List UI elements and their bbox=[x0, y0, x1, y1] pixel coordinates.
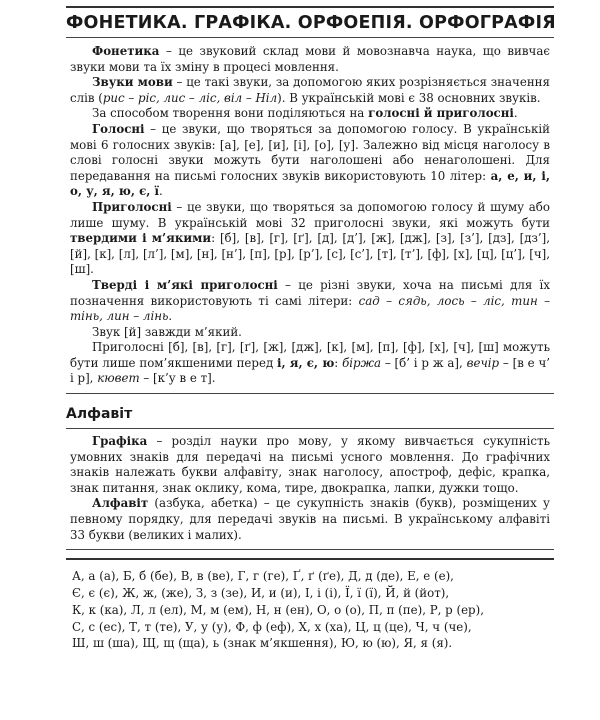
graphics-definition: Графіка – розділ науки про мову, у якому вивчається сукупність умовних знаків для передачі на письмі усного мовлення. До графічних знаків належать букви алфавіту, знак наголосу, апостроф, дефіс, крапка, знак питання, знак оклику, кома, тире, двокрапка, лапки, дужки тощо. bbox=[70, 434, 550, 495]
hard-soft-consonants: Тверді і м’які приголосні – це різні звуки, хоча на письмі для їх позначення використовують ті самі літери: сад – сядь, лось – ліс, тин – тінь, лин – лінь. bbox=[70, 277, 550, 324]
alphabet-line: А, а (а), Б, б (бе), В, в (ве), Г, г (ге), Ґ, ґ (ґе), Д, д (де), Е, е (е), bbox=[72, 569, 454, 584]
vowels-definition: Голосні – це звуки, що творяться за допомогою голосу. В українській мові 6 голосних звуків: [а], [е], [и], [і], [о], [у]. Залежно від місця наголосу в слові голосні звуки можуть бути наголошені або ненаголошені. Для передавання на письмі голосних звуків використовують 10 літер: а, е, и, і, о, у, я, ю, є, ї. bbox=[70, 121, 550, 199]
alphabet-line: Є, є (є), Ж, ж, (же), З, з (зе), И, и (и), І, і (і), Ї, ї (ї), Й, й (йот), bbox=[72, 586, 450, 601]
alphabet-definition: Алфавіт (азбука, абетка) – це сукупність знаків (букв), розміщених у певному порядку, для передачі звуків на письмі. В українському алфавіті 33 букви (великих і малих). bbox=[70, 496, 550, 542]
soft-y-note: Звук [й] завжди м’який. bbox=[92, 324, 242, 339]
title-top-rule bbox=[66, 6, 554, 8]
sound-classification: За способом творення вони поділяються на голосні й приголосні. bbox=[92, 106, 518, 121]
alphabet-list-box bbox=[66, 558, 554, 652]
graphics-box bbox=[66, 428, 554, 550]
alphabet-list bbox=[66, 560, 554, 652]
alphabet-line: С, с (ес), Т, т (те), У, у (у), Ф, ф (еф), Х, х (ха), Ц, ц (це), Ч, ч (че), bbox=[72, 619, 472, 634]
speech-sounds-definition: Звуки мови – це такі звуки, за допомогою яких розрізняється значення слів (рис – ріс, лис – ліс, віл – Ніл). В українській мові є 38 основних звуків. bbox=[70, 75, 550, 105]
consonants-definition: Приголосні – це звуки, що творяться за допомогою голосу й шуму або лише шуму. В українській мові 32 приголосні звуки, які можуть бути твердими і м’якими: [б], [в], [г], [ґ], [д], [д’], [ж], [дж], [з], [з’], [дз], [дз’], [й], [к], [л], [л’], [м], [н], [н’], [п], [р], [р’], [с], [с’], [т], [т’], [ф], [х], [ц], [ц’], [ч], [ш]. bbox=[70, 199, 550, 277]
alphabet-heading: Алфавіт bbox=[66, 406, 133, 423]
softened-consonants: Приголосні [б], [в], [г], [ґ], [ж], [дж], [к], [м], [п], [ф], [х], [ч], [ш] можуть бути лише пом’якшеними перед і, я, є, ю: біржа – [б’ і р ж а], вечір – [в е ч’ і р], кювет – [к’у в е т]. bbox=[70, 340, 550, 386]
phonetics-box bbox=[66, 37, 554, 394]
phonetics-definition: Фонетика – це звуковий склад мови й мовознавча наука, що вивчає звуки мови та їх зміну в процесі мовлення. bbox=[70, 44, 550, 74]
alphabet-line: Ш, ш (ша), Щ, щ (ща), ь (знак м’якшення), Ю, ю (ю), Я, я (я). bbox=[72, 636, 453, 651]
page-title: ФОНЕТИКА. ГРАФІКА. ОРФОЕПІЯ. ОРФОГРАФІЯ bbox=[66, 13, 556, 33]
alphabet-line: К, к (ка), Л, л (ел), М, м (ем), Н, н (ен), О, о (о), П, п (пе), Р, р (ер), bbox=[72, 602, 484, 617]
textbook-page bbox=[66, 0, 554, 652]
